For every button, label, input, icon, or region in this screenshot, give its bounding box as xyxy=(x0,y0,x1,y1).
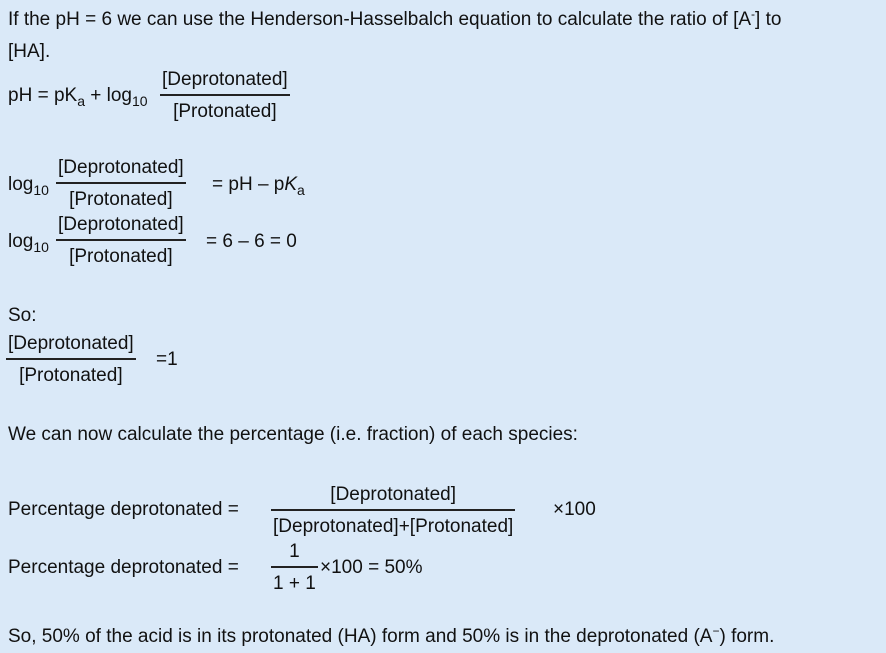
eq3-rhs: = 6 – 6 = 0 xyxy=(206,231,297,252)
eq5-fraction: [Deprotonated] [Deprotonated]+[Protonated] xyxy=(273,484,514,537)
intro-line-1: If the pH = 6 we can use the Henderson-Hasselbalch equation to calculate the ratio of [A-] to xyxy=(8,7,782,30)
eq6-fraction: 1 1 + 1 xyxy=(273,541,316,594)
eq4-rhs: =1 xyxy=(156,349,178,370)
henderson-hasselbalch-equation: pH = $pK_a + \log_{10}$ xyxy=(8,85,148,109)
eq1-fraction: [Deprotonated] [Protonated] xyxy=(162,69,288,122)
eq2-log: $\log_{10}$ xyxy=(8,174,49,198)
eq5-rhs: ×100 xyxy=(553,499,596,520)
eq6-lhs: Percentage deprotonated = xyxy=(8,557,239,578)
eq5-lhs: Percentage deprotonated = xyxy=(8,499,239,520)
so-label: So: xyxy=(8,305,37,326)
eq4-fraction: [Deprotonated] [Protonated] xyxy=(8,333,134,386)
conclusion: So, 50% of the acid is in its protonated (HA) form and 50% is in the deprotonated (A−) form. xyxy=(8,624,775,647)
eq3-fraction: [Deprotonated] [Protonated] xyxy=(58,214,184,267)
eq2-fraction: [Deprotonated] [Protonated] xyxy=(58,157,184,210)
intro-line-2: [HA]. xyxy=(8,41,51,62)
calc-intro: We can now calculate the percentage (i.e. fraction) of each species: xyxy=(8,424,578,445)
eq3-log: $\log_{10}$ xyxy=(8,231,49,255)
eq6-rhs: ×100 = 50% xyxy=(320,557,423,578)
eq2-rhs: = pH – $pK_a$ xyxy=(212,174,305,198)
